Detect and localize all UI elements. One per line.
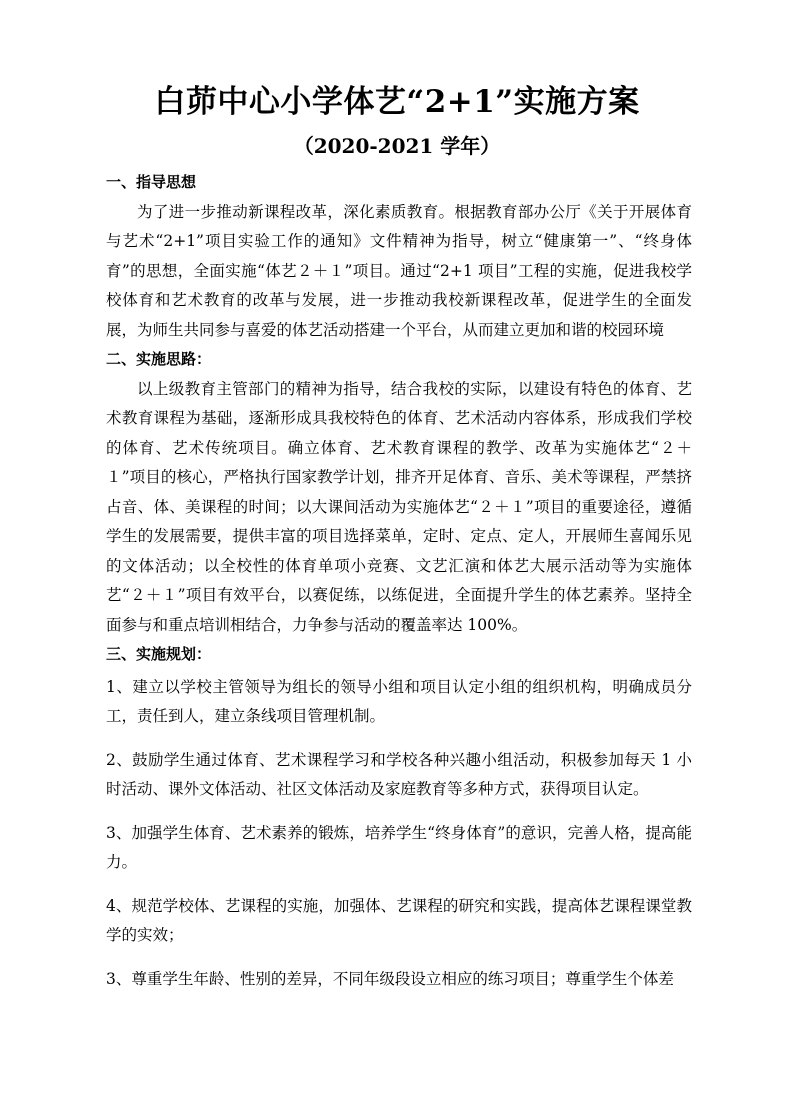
list-item: 3、尊重学生年龄、性别的差异，不同年级段设立相应的练习项目；尊重学生个体差 [106, 969, 674, 988]
page-title: 白茆中心小学体艺“2+1”实施方案 [154, 84, 640, 120]
document-body [106, 168, 692, 1008]
section-implementation-approach [106, 345, 692, 640]
section-paragraph: 以上级教育主管部门的精神为指导，结合我校的实际，以建设有特色的体育、艺术教育课程为基础，逐渐形成具我校特色的体育、艺术活动内容体系，形成我们学校的体育、艺术传统项目。确立体育、艺术教育课程的教学、改革为实施体艺“２＋１”项目的核心，严格执行国家教学计划，排齐开足体育、音乐、美术等课程，严禁挤占音、体、美课程的时间；以大课间活动为实施体艺“２＋１”项目的重要途径，遵循学生的发展需要，提供丰富的项目选择菜单，定时、定点、定人，开展师生喜闻乐见的文体活动；以全校性的体育单项小竞赛、文艺汇演和体艺大展示活动等为实施体艺“２＋１”项目有效平台，以赛促练，以练促进，全面提升学生的体艺素养。坚持全面参与和重点培训相结合，力争参与活动的覆盖率达 100%。 [106, 379, 692, 634]
section-paragraph: 为了进一步推动新课程改革，深化素质教育。根据教育部办公厅《关于开展体育与艺术“2+1”项目实验工作的通知》文件精神为指导，树立“健康第一”、“终身体育”的思想，全面实施“体艺２＋１”项目。通过“2+1 项目”工程的实施，促进我校学校体育和艺术教育的改革与发展，进一步推动我校新课程改革，促进学生的全面发展，为师生共同参与喜爱的体艺活动搭建一个平台，从而建立更加和谐的校园环境 [106, 202, 692, 339]
section-heading: 一、指导思想 [106, 173, 197, 191]
section-heading: 三、实施规划： [106, 645, 212, 663]
section-heading: 二、实施思路： [106, 350, 212, 368]
list-item: 1、建立以学校主管领导为组长的领导小组和项目认定小组的组织机构，明确成员分工，责任到人，建立条线项目管理机制。 [106, 677, 692, 725]
list-item: 2、鼓励学生通过体育、艺术课程学习和学校各种兴趣小组活动，积极参加每天 1 小时活动、课外文体活动、社区文体活动及家庭教育等多种方式，获得项目认定。 [106, 750, 692, 798]
section-guiding-ideology [106, 168, 692, 345]
page-subtitle: （2020-2021 学年） [293, 134, 501, 158]
list-item: 3、加强学生体育、艺术素养的锻炼，培养学生“终身体育”的意识，完善人格，提高能力。 [106, 823, 692, 871]
section-implementation-plan [106, 640, 692, 994]
list-item: 4、规范学校体、艺课程的实施，加强体、艺课程的研究和实践，提高体艺课程课堂教学的实效； [106, 896, 692, 944]
